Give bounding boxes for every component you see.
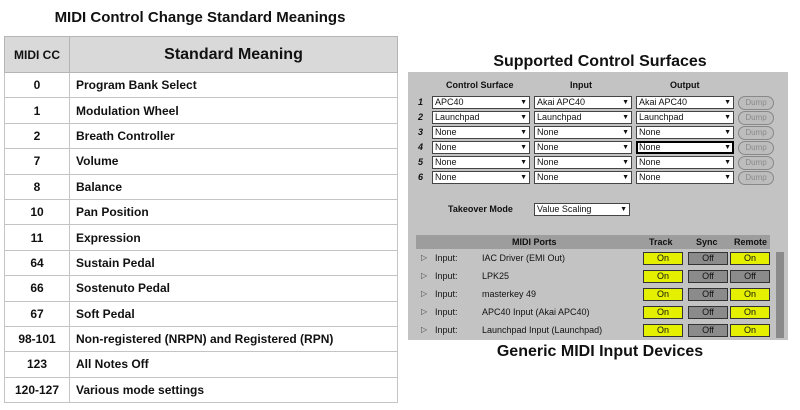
triangle-down-icon: ▼ [520, 174, 527, 181]
midi-ports-header [416, 235, 770, 249]
input-dropdown[interactable] [534, 111, 632, 124]
ports-header-remote: Remote [734, 237, 768, 247]
col-header-input: Input [570, 80, 592, 90]
cc-number: 66 [5, 276, 70, 301]
cc-meaning: Various mode settings [70, 377, 398, 402]
port-name: APC40 Input (Akai APC40) [482, 307, 590, 317]
triangle-down-icon: ▼ [724, 114, 731, 121]
triangle-down-icon: ▼ [520, 99, 527, 106]
cc-number: 11 [5, 225, 70, 250]
generic-midi-footer: Generic MIDI Input Devices [496, 343, 704, 360]
ports-header-track: Track [649, 237, 673, 247]
input-dropdown-value: Akai APC40 [537, 97, 586, 107]
track-toggle[interactable]: On [643, 324, 683, 337]
col-header-output: Output [670, 80, 700, 90]
dump-button[interactable]: Dump [738, 141, 774, 155]
input-dropdown[interactable] [534, 96, 632, 109]
col-header-control-surface: Control Surface [446, 80, 514, 90]
triangle-down-icon: ▼ [724, 159, 731, 166]
track-toggle[interactable]: On [643, 270, 683, 283]
sync-toggle[interactable]: Off [688, 324, 728, 337]
control-surface-dropdown-value: None [435, 157, 457, 167]
control-surface-dropdown-value: None [435, 172, 457, 182]
port-direction-label: Input: [435, 253, 458, 263]
takeover-mode-value: Value Scaling [537, 204, 592, 214]
triangle-down-icon: ▼ [620, 206, 627, 213]
triangle-right-icon[interactable]: ▷ [421, 271, 428, 280]
ports-header-midi-ports: MIDI Ports [512, 237, 557, 247]
output-dropdown[interactable] [636, 126, 734, 139]
output-dropdown[interactable] [636, 141, 734, 154]
cc-meaning: Soft Pedal [70, 301, 398, 326]
ports-header-sync: Sync [696, 237, 718, 247]
sync-toggle[interactable]: Off [688, 252, 728, 265]
cc-number: 67 [5, 301, 70, 326]
input-dropdown[interactable] [534, 126, 632, 139]
triangle-down-icon: ▼ [724, 129, 731, 136]
input-dropdown-value: None [537, 172, 559, 182]
port-name: IAC Driver (EMI Out) [482, 253, 566, 263]
triangle-down-icon: ▼ [724, 99, 731, 106]
triangle-down-icon: ▼ [622, 159, 629, 166]
table-row [5, 73, 398, 98]
surface-row-number: 2 [418, 112, 424, 122]
midi-port-row [416, 250, 770, 268]
triangle-down-icon: ▼ [520, 129, 527, 136]
output-dropdown-value: None [639, 157, 661, 167]
output-dropdown[interactable] [636, 156, 734, 169]
control-surface-dropdown-value: APC40 [435, 97, 464, 107]
table-row [5, 123, 398, 148]
cc-number: 2 [5, 123, 70, 148]
triangle-down-icon: ▼ [622, 129, 629, 136]
track-toggle[interactable]: On [643, 306, 683, 319]
cc-meaning: Volume [70, 149, 398, 174]
cc-number: 8 [5, 174, 70, 199]
table-row [5, 301, 398, 326]
control-surface-dropdown-value: Launchpad [435, 112, 480, 122]
cc-number: 10 [5, 199, 70, 224]
dump-button[interactable]: Dump [738, 171, 774, 185]
remote-toggle[interactable]: On [730, 324, 770, 337]
cc-number: 98-101 [5, 326, 70, 351]
output-dropdown-value: None [639, 127, 661, 137]
cc-meaning: Balance [70, 174, 398, 199]
cc-meaning: Sustain Pedal [70, 250, 398, 275]
triangle-right-icon[interactable]: ▷ [421, 325, 428, 334]
track-toggle[interactable]: On [643, 252, 683, 265]
control-surface-dropdown-value: None [435, 142, 457, 152]
header-midi-cc: MIDI CC [5, 37, 70, 73]
port-name: LPK25 [482, 271, 510, 281]
output-dropdown-value: None [639, 172, 661, 182]
port-name: Launchpad Input (Launchpad) [482, 325, 603, 335]
surface-row-number: 5 [418, 157, 424, 167]
table-row [5, 225, 398, 250]
surface-row-number: 6 [418, 172, 424, 182]
table-row [5, 352, 398, 377]
track-toggle[interactable]: On [643, 288, 683, 301]
takeover-mode-label: Takeover Mode [448, 204, 513, 214]
midi-preferences-panel [408, 72, 788, 340]
triangle-down-icon: ▼ [622, 114, 629, 121]
remote-toggle[interactable]: On [730, 288, 770, 301]
sync-toggle[interactable]: Off [688, 288, 728, 301]
cc-number: 0 [5, 73, 70, 98]
sync-toggle[interactable]: Off [688, 270, 728, 283]
control-surface-dropdown[interactable] [432, 141, 530, 154]
dump-button[interactable]: Dump [738, 156, 774, 170]
cc-meaning: Pan Position [70, 199, 398, 224]
output-dropdown-value: Launchpad [639, 112, 684, 122]
midi-port-row [416, 322, 770, 340]
sync-toggle[interactable]: Off [688, 306, 728, 319]
cc-meaning: Expression [70, 225, 398, 250]
triangle-down-icon: ▼ [520, 114, 527, 121]
table-row [5, 250, 398, 275]
triangle-down-icon: ▼ [622, 144, 629, 151]
control-surfaces-title: Supported Control Surfaces [493, 53, 707, 70]
remote-toggle[interactable]: On [730, 306, 770, 319]
port-direction-label: Input: [435, 271, 458, 281]
input-dropdown[interactable] [534, 141, 632, 154]
cc-meaning: Non-registered (NRPN) and Registered (RPN) [70, 326, 398, 351]
cc-meaning: Modulation Wheel [70, 98, 398, 123]
port-name: masterkey 49 [482, 289, 537, 299]
port-direction-label: Input: [435, 289, 458, 299]
dump-button[interactable]: Dump [738, 111, 774, 125]
header-standard-meaning: Standard Meaning [70, 37, 398, 73]
takeover-mode-dropdown[interactable] [534, 203, 630, 216]
surface-row-number: 1 [418, 97, 424, 107]
triangle-right-icon[interactable]: ▷ [421, 307, 428, 316]
control-surface-dropdown[interactable] [432, 96, 530, 109]
table-row [5, 98, 398, 123]
cc-table-title: MIDI Control Change Standard Meanings [54, 9, 346, 26]
cc-number: 120-127 [5, 377, 70, 402]
table-row [5, 149, 398, 174]
cc-meaning: Sostenuto Pedal [70, 276, 398, 301]
input-dropdown-value: None [537, 127, 559, 137]
table-row [5, 326, 398, 351]
triangle-down-icon: ▼ [520, 144, 527, 151]
input-dropdown-value: None [537, 142, 559, 152]
output-dropdown[interactable] [636, 171, 734, 184]
input-dropdown-value: Launchpad [537, 112, 582, 122]
triangle-right-icon[interactable]: ▷ [421, 289, 428, 298]
cc-number: 1 [5, 98, 70, 123]
dump-button[interactable]: Dump [738, 96, 774, 110]
cc-number: 7 [5, 149, 70, 174]
triangle-down-icon: ▼ [724, 174, 731, 181]
input-dropdown[interactable] [534, 171, 632, 184]
midi-port-row [416, 268, 770, 286]
output-dropdown-value: Akai APC40 [639, 97, 688, 107]
ports-scrollbar[interactable] [776, 252, 784, 338]
table-row [5, 174, 398, 199]
triangle-down-icon: ▼ [622, 174, 629, 181]
surface-row-number: 4 [418, 142, 424, 152]
triangle-right-icon[interactable]: ▷ [421, 253, 428, 262]
midi-cc-table [4, 36, 398, 403]
cc-meaning: Program Bank Select [70, 73, 398, 98]
cc-number: 64 [5, 250, 70, 275]
cc-meaning: All Notes Off [70, 352, 398, 377]
control-surface-dropdown[interactable] [432, 111, 530, 124]
output-dropdown[interactable] [636, 96, 734, 109]
triangle-down-icon: ▼ [724, 144, 731, 151]
dump-button[interactable]: Dump [738, 126, 774, 140]
output-dropdown[interactable] [636, 111, 734, 124]
output-dropdown-value: None [639, 142, 661, 152]
cc-number: 123 [5, 352, 70, 377]
control-surface-dropdown-value: None [435, 127, 457, 137]
control-surface-dropdown[interactable] [432, 156, 530, 169]
control-surface-dropdown[interactable] [432, 126, 530, 139]
triangle-down-icon: ▼ [520, 159, 527, 166]
table-header-row [5, 37, 398, 73]
surface-row-number: 3 [418, 127, 424, 137]
midi-port-row [416, 304, 770, 322]
port-direction-label: Input: [435, 325, 458, 335]
remote-toggle[interactable]: Off [730, 270, 770, 283]
midi-port-row [416, 286, 770, 304]
control-surface-dropdown[interactable] [432, 171, 530, 184]
triangle-down-icon: ▼ [622, 99, 629, 106]
table-row [5, 199, 398, 224]
port-direction-label: Input: [435, 307, 458, 317]
remote-toggle[interactable]: On [730, 252, 770, 265]
table-row [5, 377, 398, 402]
input-dropdown-value: None [537, 157, 559, 167]
cc-meaning: Breath Controller [70, 123, 398, 148]
table-row [5, 276, 398, 301]
input-dropdown[interactable] [534, 156, 632, 169]
